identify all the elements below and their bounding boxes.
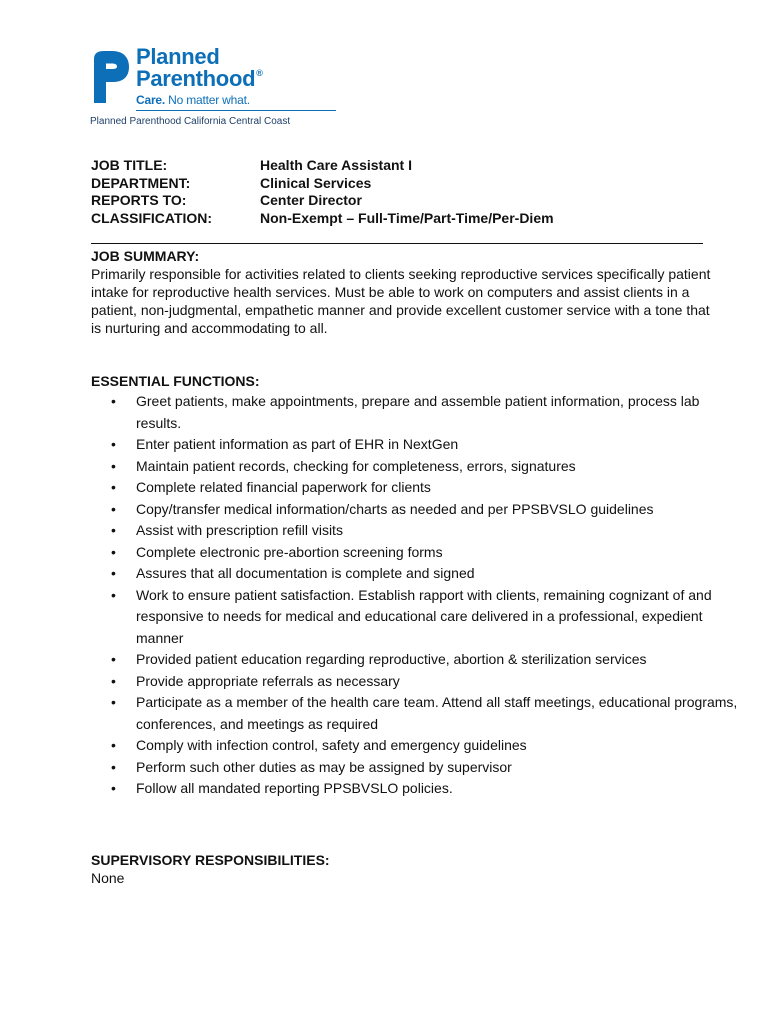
- meta-row-job-title: [91, 157, 554, 175]
- bullet-icon: •: [111, 565, 116, 581]
- list-item: • Comply with infection control, safety and emergency guidelines: [136, 735, 741, 757]
- department-label: DEPARTMENT:: [91, 174, 191, 191]
- meta-row-reports-to: [91, 192, 554, 210]
- list-item: • Copy/transfer medical information/charts as needed and per PPSBVSLO guidelines: [136, 499, 741, 521]
- list-item: • Complete electronic pre-abortion screening forms: [136, 542, 741, 564]
- logo-word-planned: Planned: [136, 44, 220, 69]
- list-item: • Provided patient education regarding reproductive, abortion & sterilization services: [136, 649, 741, 671]
- bullet-icon: •: [111, 758, 116, 775]
- bullet-icon: •: [111, 479, 116, 495]
- bullet-icon: •: [111, 543, 116, 560]
- planned-parenthood-logo: [90, 44, 300, 130]
- classification-value: Non-Exempt – Full-Time/Part-Time/Per-Diem: [260, 209, 554, 226]
- bullet-icon: •: [111, 586, 116, 603]
- meta-row-classification: [91, 210, 554, 228]
- bullet-icon: •: [111, 500, 116, 517]
- bullet-icon: •: [111, 436, 116, 452]
- bullet-icon: •: [111, 737, 116, 753]
- list-item: • Work to ensure patient satisfaction. Establish rapport with clients, remaining cognizant of and responsive to needs for medical and educational care delivered in a professional, expedient manner: [111, 586, 712, 646]
- list-item: • Complete related financial paperwork for clients: [136, 477, 741, 499]
- bullet-icon: •: [111, 694, 116, 710]
- meta-row-department: [91, 175, 554, 193]
- supervisory-heading: SUPERVISORY RESPONSIBILITIES:: [91, 852, 330, 868]
- list-item: • Follow all mandated reporting PPSBVSLO policies.: [136, 778, 741, 800]
- list-item: • Greet patients, make appointments, prepare and assemble patient information, process lab results.: [111, 393, 700, 431]
- list-item: • Perform such other duties as may be assigned by supervisor: [136, 757, 741, 779]
- reports-to-label: REPORTS TO:: [91, 192, 187, 208]
- bullet-icon: •: [111, 672, 116, 689]
- supervisory-text: None: [91, 870, 125, 886]
- essential-functions-heading: ESSENTIAL FUNCTIONS:: [91, 373, 260, 389]
- list-item: • Assist with prescription refill visits: [136, 520, 741, 542]
- job-title-value: Health Care Assistant I: [260, 157, 412, 173]
- bullet-icon: •: [111, 522, 116, 538]
- list-item: • Enter patient information as part of EHR in NextGen: [136, 434, 741, 456]
- classification-label: CLASSIFICATION:: [91, 209, 213, 226]
- logo-tagline: Care. No matter what.: [136, 93, 250, 107]
- job-summary-section: [91, 247, 711, 337]
- job-title-label: JOB TITLE:: [91, 157, 168, 173]
- logo-divider: [136, 110, 336, 111]
- affiliate-name: Planned Parenthood California Central Coast: [90, 116, 291, 127]
- bullet-icon: •: [111, 651, 116, 667]
- job-summary-heading: JOB SUMMARY:: [91, 248, 200, 264]
- reports-to-value: Center Director: [260, 192, 362, 208]
- section-divider: [91, 243, 703, 244]
- list-item: • Maintain patient records, checking for completeness, errors, signatures: [136, 456, 741, 478]
- job-meta: [91, 157, 554, 227]
- bullet-icon: •: [111, 457, 116, 474]
- list-item: • Provide appropriate referrals as necessary: [136, 671, 741, 693]
- list-item: • Participate as a member of the health care team. Attend all staff meetings, educational programs, conferences, and meetings as required: [111, 694, 738, 732]
- department-value: Clinical Services: [260, 174, 372, 191]
- essential-functions-section: [91, 373, 741, 800]
- essential-functions-list: [91, 391, 741, 800]
- bullet-icon: •: [111, 393, 116, 409]
- logo-word-parenthood: Parenthood®: [136, 66, 263, 91]
- pp-logo-mark-icon: [90, 47, 132, 105]
- registered-mark: ®: [256, 68, 263, 78]
- job-summary-text: Primarily responsible for activities related to clients seeking reproductive services specifically patient intake for reproductive health services. Must be able to work on computers and assist clients in a patient, non-judgmental, empathetic manner and provide excellent customer service with a tone that is nurturing and accommodating to all.: [91, 266, 711, 336]
- bullet-icon: •: [111, 780, 116, 796]
- supervisory-section: [91, 851, 330, 887]
- list-item: • Assures that all documentation is complete and signed: [136, 563, 741, 585]
